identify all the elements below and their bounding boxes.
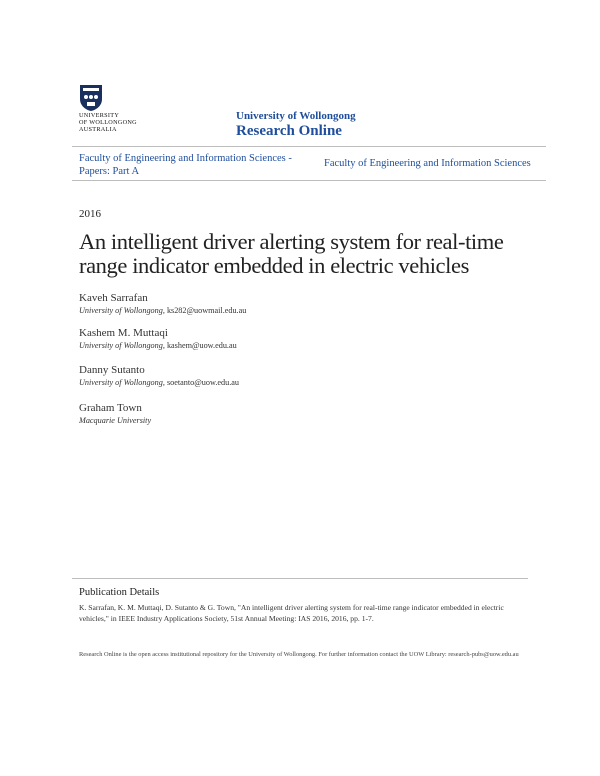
publication-details-heading: Publication Details [79,587,160,598]
author-email[interactable]: , soetanto@uow.edu.au [162,378,239,387]
university-logo [79,84,149,138]
publication-year: 2016 [79,208,101,220]
author-email[interactable]: , kashem@uow.edu.au [162,341,237,350]
header-divider-bottom [72,180,546,181]
author-affiliation [79,341,237,350]
author-name: Kaveh Sarrafan [79,292,148,304]
header-divider-top [72,146,546,147]
affiliation-name: University of Wollongong [79,341,163,350]
series-link-papers[interactable]: Faculty of Engineering and Information Sciences - Papers: Part A [79,153,292,177]
author-affiliation [79,378,239,387]
author-name: Graham Town [79,402,142,414]
university-link[interactable]: University of Wollongong [236,110,356,122]
affiliation-name: University of Wollongong [79,306,163,315]
affiliation-name: Macquarie University [79,416,152,425]
logo-line: OF WOLLONGONG [79,118,137,126]
author-affiliation [79,416,151,425]
logo-line: UNIVERSITY [79,112,120,119]
author-name: Kashem M. Muttaqi [79,327,168,339]
author-name: Danny Sutanto [79,364,145,376]
affiliation-name: University of Wollongong [79,378,163,387]
repository-footer-note: Research Online is the open access institutional repository for the University of Wollongong. For further information contact the UOW Library: research-pubs@uow.edu.au [79,651,519,658]
publication-divider [72,578,528,579]
crest-icon [79,84,103,112]
author-affiliation [79,306,246,315]
logo-line: AUSTRALIA [79,125,117,133]
series-link-faculty[interactable]: Faculty of Engineering and Information Sciences [324,158,531,169]
logo-wordmark [79,113,149,133]
research-online-link[interactable]: Research Online [236,123,342,139]
publication-details-text: K. Sarrafan, K. M. Muttaqi, D. Sutanto & G. Town, "An intelligent driver alerting system for real-time range indicator embedded in electric vehicles," in IEEE Industry Applications Society, 51st Annual Meeting: IAS 2016, 2016, pp. 1-7. [79,603,504,623]
paper-title: An intelligent driver alerting system for real-time range indicator embedded in electric vehicles [79,229,504,278]
author-email[interactable]: , ks282@uowmail.edu.au [162,306,247,315]
